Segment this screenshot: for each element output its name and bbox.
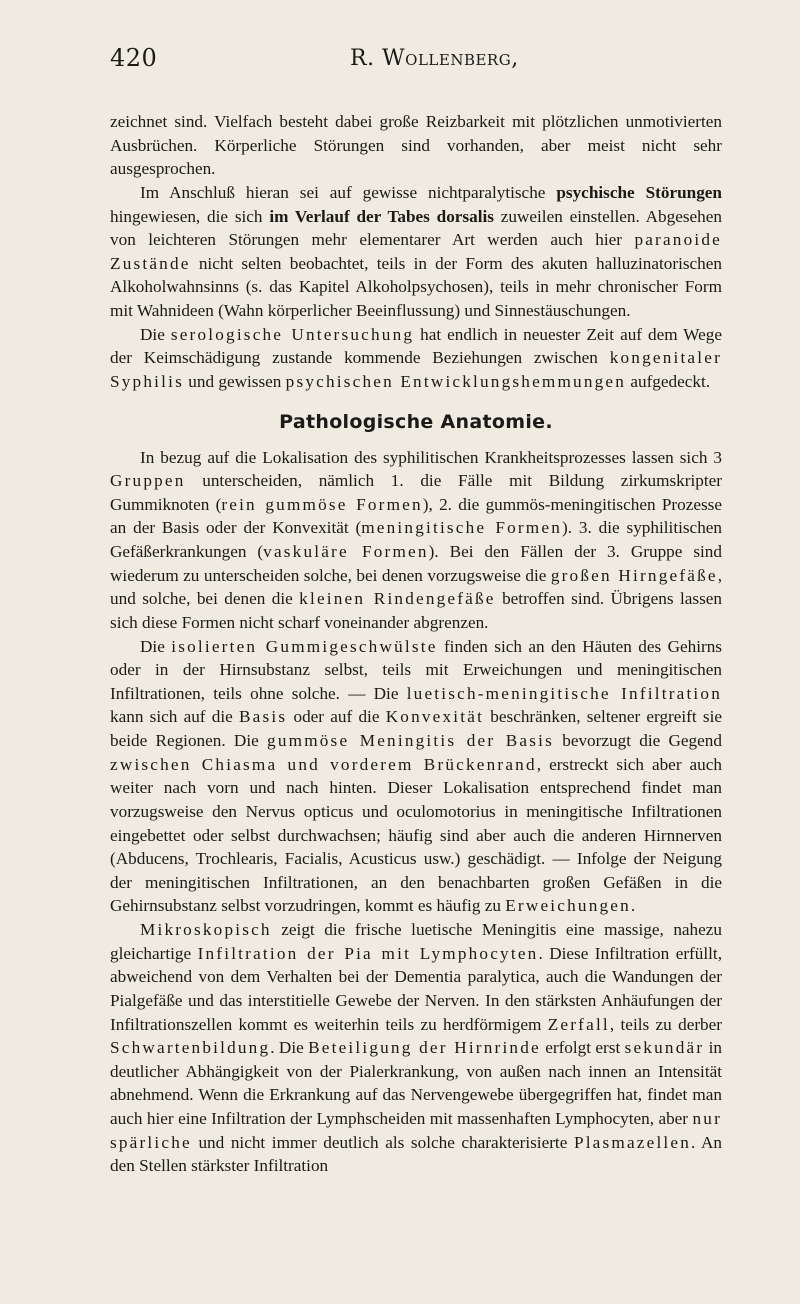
text-run: finden sich an den Häuten des Gehirns oder in der Hirnsubstanz selbst, teils mit Erweichungen und meningitischen Infiltrationen, teils ohne solche. — Die [110, 636, 722, 703]
spaced-emphasis: großen Hirngefäße [550, 565, 718, 585]
spaced-emphasis: Gruppen [110, 471, 186, 491]
text-run: oder auf die [287, 707, 386, 727]
text-run: unterscheiden, nämlich 1. die Fälle mit Bildung zirkumskripter Gummiknoten ( [110, 471, 722, 514]
spaced-emphasis: zwischen Chiasma und vorderem Brückenrand [110, 754, 537, 774]
spaced-emphasis: psychischen Entwicklungshemmungen [285, 371, 627, 391]
spaced-emphasis: serologische Untersuchung [170, 324, 415, 344]
spaced-emphasis: nur spärliche [110, 1109, 722, 1152]
text-run: ). 3. die syphilitischen Gefäßerkrankungen ( [110, 518, 723, 561]
body-text [110, 110, 722, 1178]
text-run: . An den Stellen stärkster Infiltration [110, 1132, 722, 1176]
bold-emphasis: im Verlauf der Tabes dorsalis [269, 206, 494, 226]
spaced-emphasis: Basis [239, 707, 288, 727]
spaced-emphasis: sekundär [624, 1038, 705, 1058]
text-run: zeichnet sind. Vielfach besteht dabei große Reizbarkeit mit plötzlichen unmotivierten Ausbrüchen. Körperliche Störungen sind vorhanden, aber meist nicht sehr ausgesprochen. [110, 112, 722, 179]
section-heading [110, 410, 722, 434]
text-run: zuweilen einstellen. Abgesehen von leichteren Störungen mehr elementarer Art werden auch hier [110, 206, 722, 250]
text-run: , teils zu derber [609, 1014, 722, 1034]
text-run: Die [140, 636, 172, 656]
text-run: in deutlicher Abhängigkeit von der Pialerkrankung, von außen nach innen an Intensität abnehmend. Wenn die Erkrankung auf das Nervengewebe übergegriffen hat, findet man auch hier eine Infiltration der Lymphscheiden mit massenhaften Lymphocyten, aber [110, 1038, 722, 1128]
spaced-emphasis: Mikroskopisch [140, 920, 272, 939]
text-run: betroffen sind. Übrigens lassen sich diese Formen nicht scharf voneinander abgrenzen. [110, 589, 722, 632]
spaced-emphasis: Beteiligung der Hirnrinde [308, 1038, 541, 1058]
text-run: aufgedeckt. [626, 371, 711, 391]
paragraph-p2 [110, 181, 722, 323]
text-run: Im Anschluß hieran sei auf gewisse nichtparalytische [140, 182, 557, 202]
spaced-emphasis: isolierten Gummigeschwülste [171, 636, 438, 656]
running-head: R. Wollenberg, [350, 46, 519, 71]
spaced-emphasis: Schwartenbildung [110, 1038, 271, 1058]
paragraph-p1 [110, 110, 722, 181]
spaced-emphasis: rein gummöse Formen [221, 494, 423, 514]
text-run: hat endlich in neuester Zeit auf dem Wege der Keimschädigung zustande kommende Beziehungen zwischen [110, 324, 722, 368]
text-run: hingewiesen, die sich [110, 206, 270, 226]
text-run: beschränken, seltener ergreift sie beide Regionen. Die [110, 707, 722, 750]
paragraph-p5 [110, 635, 722, 919]
page-header [110, 44, 722, 78]
spaced-emphasis: kleinen Rindengefäße [299, 589, 496, 609]
text-run: und gewissen [183, 371, 286, 391]
text-run: ). Bei den Fällen der 3. Gruppe sind wiederum zu unterscheiden solche, bei denen vorzugsweise die [110, 542, 722, 585]
text-run: kann sich auf die [110, 707, 239, 727]
spaced-emphasis: Plasmazellen [573, 1132, 692, 1152]
text-run: erfolgt erst [540, 1038, 625, 1058]
spaced-emphasis: luetisch-meningitische Infiltration [406, 683, 722, 703]
text-run: und nicht immer deutlich als solche charakterisierte [191, 1132, 574, 1152]
text-run: , erstreckt sich aber auch weiter nach vorn und nach hinten. Dieser Lokalisation entsprechend findet man vorzugsweise den Nervus opticus und oculomotorius in meningitische Infiltrationen eingebettet oder selbst durchwachsen; häufig sind aber auch die anderen Hirnnerven (Abducens, Trochlearis, Facialis, Acusticus usw.) geschädigt. — Infolge der Neigung der meningitischen Infiltrationen, an den benachbarten großen Gefäßen in die Gehirnsubstanz selbst vorzudringen, kommt es häufig zu [110, 754, 722, 916]
text-run: . Diese Infiltration erfüllt, abweichend von dem Verhalten bei der Dementia paralytica, auch die Wandungen der Pialgefäße und das interstitielle Gewebe der Nerven. In den stärksten Anhäufungen der Infiltrationszellen kommt es weiterhin teils zu herdförmigem [110, 943, 722, 1034]
spaced-emphasis: paranoide Zustände [110, 230, 722, 273]
text-run: Die [140, 324, 171, 344]
spaced-emphasis: Konvexität [385, 707, 485, 727]
spaced-emphasis: kongenitaler Syphilis [110, 348, 722, 391]
spaced-emphasis: Zerfall [547, 1014, 610, 1034]
text-run: bevorzugt die Gegend [553, 731, 722, 750]
paragraph-p4 [110, 446, 722, 635]
bold-emphasis: psychische Störungen [556, 182, 722, 202]
spaced-emphasis: Erweichungen [505, 896, 631, 916]
spaced-emphasis: vaskuläre Formen [263, 542, 429, 561]
spaced-emphasis: Infiltration der Pia mit Lymphocyten [197, 943, 539, 963]
text-run: , und solche, bei denen die [110, 565, 722, 609]
text-run: nicht selten beobachtet, teils in der Form des akuten halluzinatorischen Alkoholwahnsinns (s. das Kapitel Alkoholpsychosen), teils in mehr chronischer Form mit Wahnideen (Wahn körperlicher Beeinflussung) und Sinnestäuschungen. [110, 253, 722, 320]
text-run: . [630, 896, 636, 916]
text-run: ), 2. die gummös-meningitischen Prozesse an der Basis oder der Konvexität ( [110, 494, 722, 538]
page-number: 420 [110, 44, 158, 72]
text-run: Pathologische Anatomie. [279, 410, 553, 433]
text-run: . Die [270, 1038, 309, 1058]
text-run: In bezug auf die Lokalisation des syphilitischen Krankheitsprozesses lassen sich 3 [140, 447, 722, 467]
spaced-emphasis: meningitische Formen [361, 518, 562, 538]
paragraph-p6 [110, 918, 722, 1178]
text-run: zeigt die frische luetische Meningitis eine massige, nahezu gleichartige [110, 920, 722, 963]
spaced-emphasis: gummöse Meningitis der Basis [267, 731, 554, 750]
paragraph-p3 [110, 323, 722, 394]
